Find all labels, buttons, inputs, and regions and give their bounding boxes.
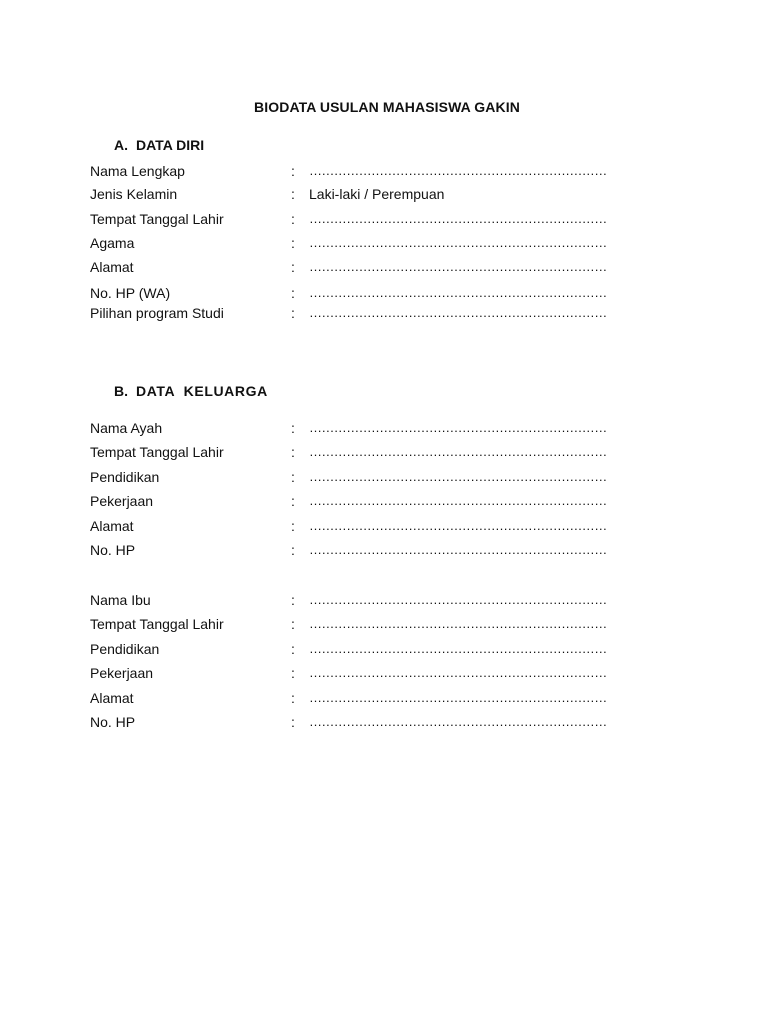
field-blank[interactable]: ……………………………………………………………… (309, 616, 607, 631)
field-label: No. HP (90, 542, 136, 558)
field-label: Tempat Tanggal Lahir (90, 444, 224, 460)
field-label: Alamat (90, 518, 134, 534)
field-label: No. HP (90, 714, 136, 730)
field-blank[interactable]: ……………………………………………………………… (309, 493, 607, 508)
field-label: Pekerjaan (90, 493, 154, 509)
field-blank[interactable]: ……………………………………………………………… (309, 469, 607, 484)
field-label: Alamat (90, 259, 134, 275)
field-colon: : (291, 665, 295, 681)
field-blank[interactable]: ……………………………………………………………… (309, 690, 607, 705)
section-a-number: A. (114, 137, 128, 153)
section-b-heading (114, 383, 268, 399)
field-colon: : (291, 305, 295, 321)
field-colon: : (291, 641, 295, 657)
field-label: Pekerjaan (90, 665, 154, 681)
section-a-heading (114, 137, 204, 153)
field-label: Nama Ayah (90, 420, 163, 436)
field-colon: : (291, 420, 295, 436)
field-colon: : (291, 211, 295, 227)
field-blank[interactable]: ……………………………………………………………… (309, 259, 607, 274)
gender-options[interactable]: Laki-laki / Perempuan (309, 186, 445, 202)
field-blank[interactable]: ……………………………………………………………… (309, 592, 607, 607)
field-colon: : (291, 469, 295, 485)
field-blank[interactable]: ……………………………………………………………… (309, 641, 607, 656)
field-blank[interactable]: ……………………………………………………………… (309, 518, 607, 533)
field-blank[interactable]: ……………………………………………………………… (309, 542, 607, 557)
field-blank[interactable]: ……………………………………………………………… (309, 444, 607, 459)
section-b-number: B. (114, 383, 128, 399)
section-b-title: DATA KELUARGA (136, 383, 268, 399)
field-label: Agama (90, 235, 135, 251)
field-blank[interactable]: ……………………………………………………………… (309, 285, 607, 300)
field-blank[interactable]: ……………………………………………………………… (309, 235, 607, 250)
field-label: Tempat Tanggal Lahir (90, 211, 224, 227)
field-colon: : (291, 518, 295, 534)
field-blank[interactable]: ……………………………………………………………… (309, 420, 607, 435)
field-colon: : (291, 163, 295, 179)
document-title: BIODATA USULAN MAHASISWA GAKIN (254, 99, 520, 115)
field-colon: : (291, 592, 295, 608)
field-colon: : (291, 235, 295, 251)
field-colon: : (291, 285, 295, 301)
field-label: Pendidikan (90, 469, 160, 485)
field-blank[interactable]: ……………………………………………………………… (309, 211, 607, 226)
field-colon: : (291, 690, 295, 706)
field-blank[interactable]: ……………………………………………………………… (309, 163, 607, 178)
field-label: Alamat (90, 690, 134, 706)
section-a-title: DATA DIRI (136, 137, 205, 153)
field-colon: : (291, 493, 295, 509)
field-label: Nama Lengkap (90, 163, 185, 179)
field-colon: : (291, 444, 295, 460)
field-colon: : (291, 186, 295, 202)
field-label: Pilihan program Studi (90, 305, 224, 321)
field-label: Pendidikan (90, 641, 160, 657)
field-colon: : (291, 259, 295, 275)
field-blank[interactable]: ……………………………………………………………… (309, 665, 607, 680)
field-colon: : (291, 616, 295, 632)
field-blank[interactable]: ……………………………………………………………… (309, 714, 607, 729)
field-colon: : (291, 714, 295, 730)
field-blank[interactable]: ……………………………………………………………… (309, 305, 607, 320)
field-label: Nama Ibu (90, 592, 151, 608)
field-colon: : (291, 542, 295, 558)
field-label: Tempat Tanggal Lahir (90, 616, 224, 632)
field-label: Jenis Kelamin (90, 186, 178, 202)
field-label: No. HP (WA) (90, 285, 171, 301)
